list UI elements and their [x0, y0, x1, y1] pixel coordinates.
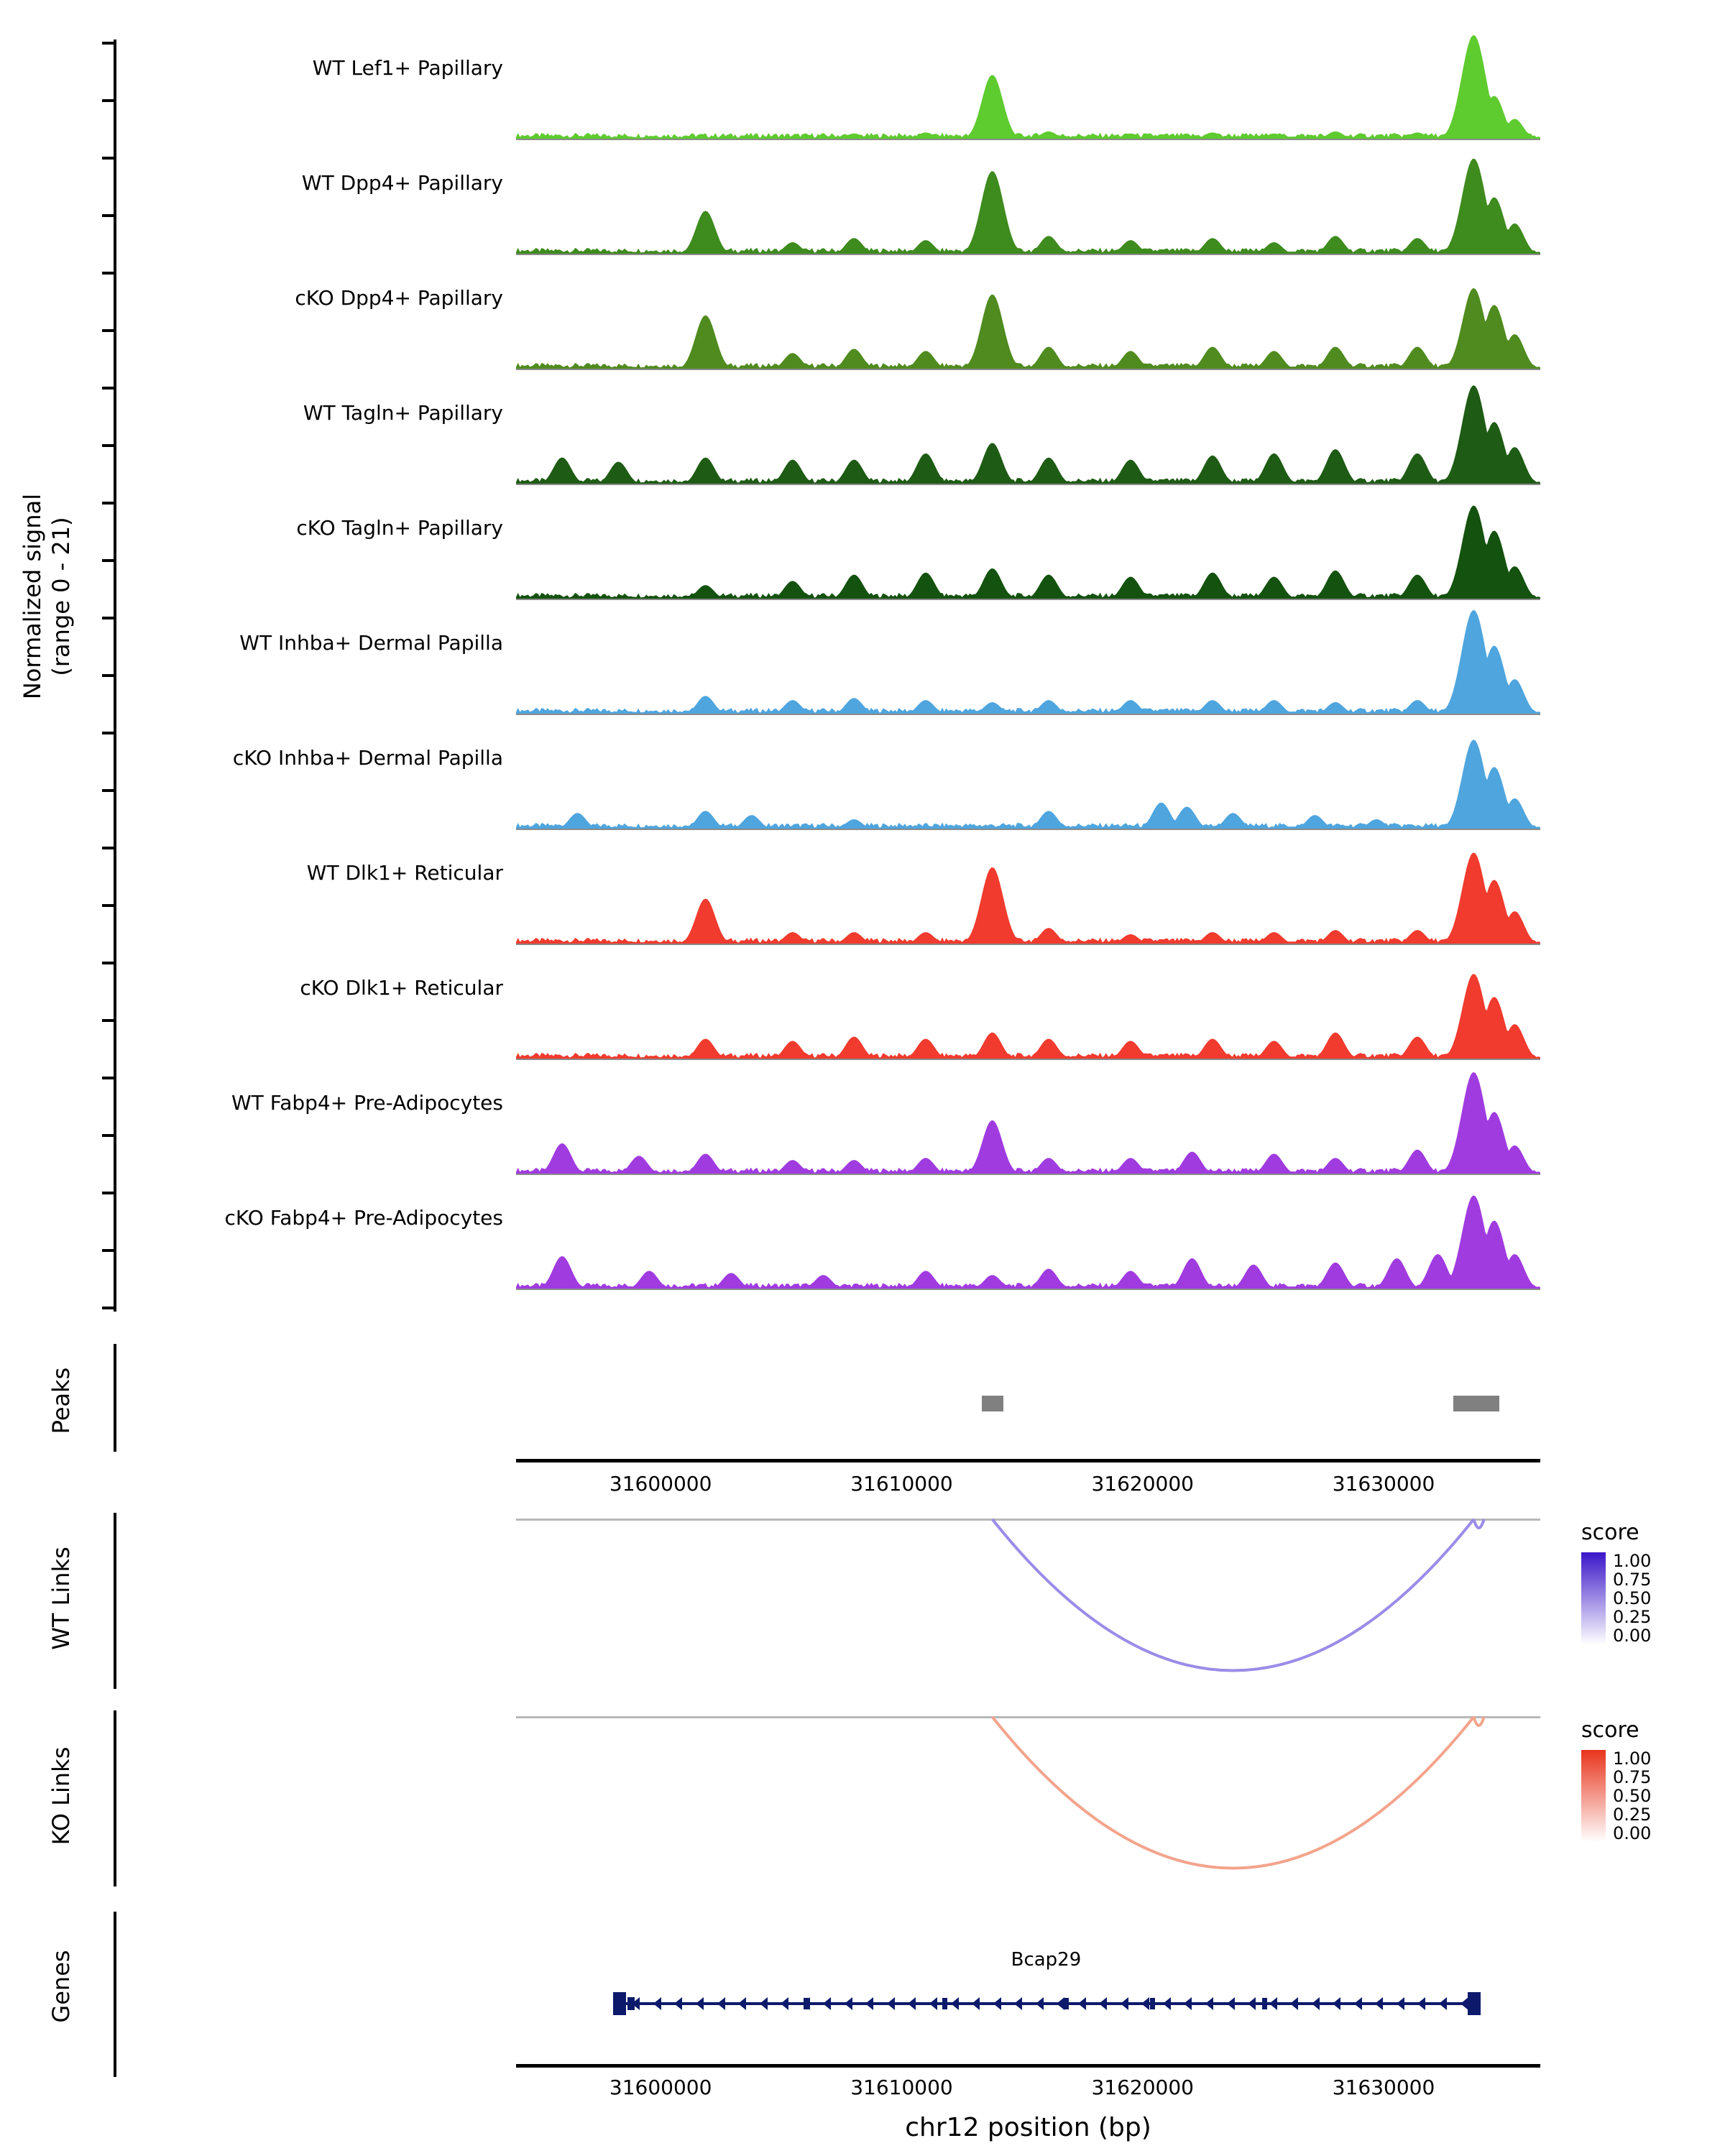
gene-strand-arrow-icon — [1290, 1997, 1298, 2010]
gene-exon — [942, 1998, 947, 2009]
legend-tick-label: 0.25 — [1613, 1607, 1652, 1627]
coverage-track — [129, 1064, 1581, 1175]
coverage-track-label: WT Tagln+ Papillary — [303, 401, 503, 425]
peaks-block — [0, 1337, 1725, 1496]
coverage-baseline — [516, 829, 1540, 830]
coverage-axis-tick — [102, 272, 115, 275]
coverage-track — [129, 259, 1581, 370]
link-arc — [993, 1717, 1474, 1869]
y-axis-label-line1: Normalized signal — [19, 493, 46, 700]
wt-links-block — [0, 1513, 1725, 1700]
gene-strand-arrow-icon — [1184, 1997, 1192, 2010]
gene-strand-arrow-icon — [1375, 1997, 1383, 2010]
coverage-axis-tick — [102, 1019, 115, 1022]
gene-strand-arrow-icon — [951, 1997, 959, 2010]
coverage-baseline — [516, 484, 1540, 485]
gene-strand-arrow-icon — [1333, 1997, 1340, 2010]
ko-links-block — [0, 1710, 1725, 1897]
coverage-track — [129, 949, 1581, 1060]
coverage-track-plot — [516, 489, 1540, 600]
coverage-axis-tick — [102, 904, 115, 907]
ko-score-legend-colorbar — [1581, 1750, 1606, 1842]
coverage-baseline — [516, 599, 1540, 600]
coverage-track-plot — [516, 719, 1540, 830]
ko-score-legend — [1581, 1718, 1725, 1842]
coverage-baseline — [516, 714, 1540, 715]
wt-links-plot — [516, 1513, 1540, 1689]
gene-strand-arrow-icon — [1057, 1997, 1064, 2010]
coverage-axis-tick — [102, 789, 115, 792]
gene-strand-arrow-icon — [781, 1997, 788, 2010]
coverage-axis-tick — [102, 1249, 115, 1252]
coverage-axis-tick — [102, 444, 115, 447]
wt-links-axis-line — [114, 1513, 116, 1689]
x-axis-title: chr12 position (bp) — [905, 2113, 1151, 2142]
peak-region — [982, 1396, 1003, 1411]
coverage-axis-tick — [102, 214, 115, 217]
coverage-axis-tick — [102, 387, 115, 390]
coverage-track-plot — [516, 144, 1540, 255]
x-tick-label: 31600000 — [609, 2076, 712, 2099]
link-arc — [1473, 1717, 1484, 1726]
link-arc — [993, 1519, 1474, 1671]
gene-strand-arrow-icon — [1121, 1997, 1128, 2010]
wt-score-legend — [1581, 1520, 1725, 1644]
coverage-axis-tick — [102, 617, 115, 619]
legend-tick-label: 0.25 — [1613, 1805, 1652, 1825]
coverage-axis-tick — [102, 42, 115, 45]
gene-strand-arrow-icon — [1312, 1997, 1320, 2010]
coverage-axis-tick — [102, 1192, 115, 1194]
gene-strand-arrow-icon — [1417, 1997, 1425, 2010]
peaks-label: Peaks — [47, 1367, 75, 1434]
genes-label: Genes — [47, 1950, 75, 2023]
coverage-axis-tick — [102, 962, 115, 964]
coverage-track-plot — [516, 604, 1540, 715]
coverage-track-label: WT Dpp4+ Papillary — [301, 171, 503, 195]
wt-links-label: WT Links — [47, 1547, 75, 1650]
gene-strand-arrow-icon — [908, 1997, 916, 2010]
peaks-x-axis-rule — [516, 1459, 1540, 1462]
coverage-track-label: cKO Dpp4+ Papillary — [295, 286, 503, 310]
gene-plot — [516, 1912, 1540, 2063]
gene-strand-arrow-icon — [1099, 1997, 1107, 2010]
gene-strand-arrow-icon — [653, 1997, 661, 2010]
genes-x-axis-rule — [516, 2064, 1540, 2068]
coverage-track-plot — [516, 374, 1540, 485]
gene-strand-arrow-icon — [717, 1997, 725, 2010]
coverage-track-plot — [516, 259, 1540, 370]
coverage-baseline — [516, 944, 1540, 945]
coverage-baseline — [516, 1174, 1540, 1175]
genes-block — [0, 1912, 1725, 2156]
coverage-axis-tick — [102, 559, 115, 562]
ko-links-label: KO Links — [47, 1746, 75, 1846]
peaks-plot — [516, 1337, 1540, 1445]
legend-tick-label: 0.75 — [1613, 1570, 1652, 1590]
wt-score-legend-colorbar — [1581, 1552, 1606, 1644]
ko-score-legend-ticks — [1613, 1750, 1651, 1842]
peaks-axis-line — [114, 1344, 116, 1452]
legend-tick-label: 0.50 — [1613, 1786, 1652, 1806]
coverage-track — [129, 374, 1581, 485]
gene-strand-arrow-icon — [1036, 1997, 1044, 2010]
gene-strand-arrow-icon — [1248, 1997, 1256, 2010]
gene-strand-arrow-icon — [632, 1997, 640, 2010]
coverage-axis-tick — [102, 674, 115, 677]
ko-links-plot — [516, 1710, 1540, 1886]
peak-region — [1453, 1396, 1499, 1411]
ko-links-axis-line — [114, 1710, 116, 1886]
gene-strand-arrow-icon — [1269, 1997, 1277, 2010]
coverage-track-plot — [516, 1064, 1540, 1175]
gene-strand-arrow-icon — [929, 1997, 937, 2010]
coverage-axis-tick — [102, 1134, 115, 1137]
coverage-axis-tick — [102, 732, 115, 734]
gene-strand-arrow-icon — [845, 1997, 852, 2010]
coverage-track — [129, 834, 1581, 945]
coverage-baseline — [516, 369, 1540, 370]
gene-strand-arrow-icon — [760, 1997, 768, 2010]
coverage-track — [129, 1179, 1581, 1290]
gene-strand-arrow-icon — [1078, 1997, 1086, 2010]
gene-strand-arrow-icon — [1227, 1997, 1235, 2010]
gene-exon — [613, 1992, 626, 2015]
coverage-track-plot — [516, 949, 1540, 1060]
legend-tick-label: 0.75 — [1613, 1767, 1652, 1787]
wt-score-legend-title: score — [1581, 1520, 1639, 1545]
gene-strand-arrow-icon — [1397, 1997, 1404, 2010]
gene-strand-arrow-icon — [972, 1997, 980, 2010]
gene-strand-arrow-icon — [1460, 1997, 1468, 2010]
gene-exon — [1150, 1998, 1155, 2009]
coverage-axis-tick — [102, 157, 115, 160]
coverage-track-plot — [516, 1179, 1540, 1290]
coverage-axis-tick — [102, 502, 115, 505]
coverage-baseline — [516, 254, 1540, 255]
coverage-track — [129, 604, 1581, 715]
coverage-track-plot — [516, 29, 1540, 140]
coverage-track-label: WT Lef1+ Papillary — [312, 56, 503, 80]
coverage-track — [129, 29, 1581, 140]
gene-strand-arrow-icon — [738, 1997, 746, 2010]
x-tick-label: 31620000 — [1091, 1472, 1194, 1496]
coverage-axis-tick — [102, 99, 115, 102]
coverage-track-label: cKO Inhba+ Dermal Papilla — [232, 746, 503, 770]
coverage-axis-tick — [102, 329, 115, 332]
genes-axis-line — [114, 1912, 116, 2077]
x-tick-label: 31620000 — [1091, 2076, 1194, 2099]
legend-tick-label: 0.00 — [1613, 1823, 1652, 1843]
y-axis-label-line2: (range 0 - 21) — [47, 517, 75, 676]
ko-score-legend-title: score — [1581, 1718, 1639, 1743]
coverage-baseline — [516, 1289, 1540, 1290]
coverage-axis-tick — [102, 1077, 115, 1079]
coverage-track-label: WT Dlk1+ Reticular — [306, 861, 503, 885]
legend-tick-label: 1.00 — [1613, 1551, 1652, 1571]
legend-tick-label: 1.00 — [1613, 1749, 1652, 1769]
gene-strand-arrow-icon — [1163, 1997, 1171, 2010]
gene-strand-arrow-icon — [887, 1997, 895, 2010]
gene-name-label: Bcap29 — [1011, 1949, 1082, 1971]
x-tick-label: 31600000 — [609, 1472, 712, 1496]
coverage-track-label: WT Fabp4+ Pre-Adipocytes — [231, 1091, 503, 1115]
coverage-baseline — [516, 139, 1540, 140]
gene-strand-arrow-icon — [1014, 1997, 1022, 2010]
legend-tick-label: 0.50 — [1613, 1588, 1652, 1608]
coverage-track-label: cKO Fabp4+ Pre-Adipocytes — [224, 1206, 503, 1230]
coverage-axis-tick — [102, 847, 115, 849]
wt-score-legend-ticks — [1613, 1552, 1651, 1644]
y-axis-label — [18, 395, 75, 798]
x-tick-label: 31610000 — [850, 1472, 953, 1496]
gene-strand-arrow-icon — [1354, 1997, 1362, 2010]
x-tick-label: 31610000 — [850, 2076, 953, 2099]
x-tick-label: 31630000 — [1332, 1472, 1435, 1496]
coverage-track — [129, 144, 1581, 255]
legend-tick-label: 0.00 — [1613, 1626, 1652, 1646]
coverage-track-label: cKO Tagln+ Papillary — [296, 516, 503, 540]
coverage-baseline — [516, 1059, 1540, 1060]
coverage-track-plot — [516, 834, 1540, 945]
coverage-track-label: cKO Dlk1+ Reticular — [300, 976, 503, 1000]
coverage-track — [129, 719, 1581, 830]
gene-strand-arrow-icon — [865, 1997, 873, 2010]
gene-exon — [1262, 1998, 1267, 2009]
gene-strand-arrow-icon — [1439, 1997, 1447, 2010]
gene-strand-arrow-icon — [696, 1997, 704, 2010]
coverage-axis-tick — [102, 1307, 115, 1309]
gene-strand-arrow-icon — [993, 1997, 1001, 2010]
gene-strand-arrow-icon — [1205, 1997, 1213, 2010]
gene-strand-arrow-icon — [674, 1997, 682, 2010]
gene-strand-arrow-icon — [823, 1997, 831, 2010]
gene-strand-arrow-icon — [802, 1997, 810, 2010]
coverage-track — [129, 489, 1581, 600]
link-arc — [1473, 1519, 1484, 1528]
gene-exon — [1468, 1992, 1481, 2015]
coverage-track-label: WT Inhba+ Dermal Papilla — [239, 631, 503, 655]
x-tick-label: 31630000 — [1332, 2076, 1435, 2099]
gene-strand-arrow-icon — [1141, 1997, 1149, 2010]
